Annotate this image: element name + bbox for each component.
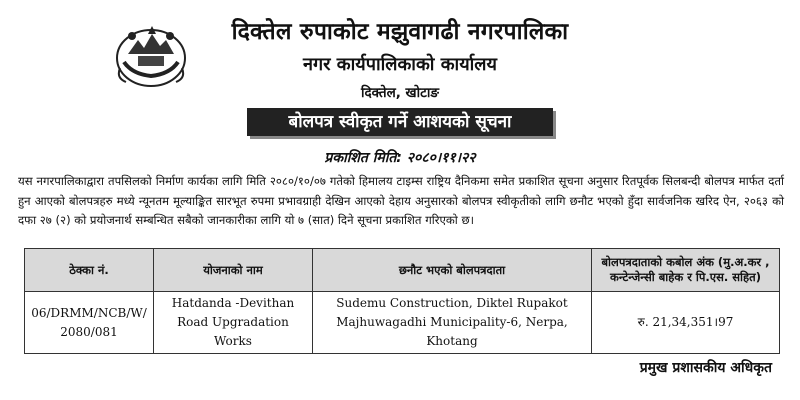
notice-body: यस नगरपालिकाद्वारा तपसिलको निर्माण कार्यका लागि मिति २०८०/१०/०७ गतेको हिमालय टाइम्स राष्ट्रिय दैनिकमा समेत प्रकाशित सूचना अनुसार रितपूर्वक सिलबन्दी बोलपत्र मार्फत दर्ता हुन आएको बोलपत्रहरु मध्ये न्यूनतम मूल्याङ्कित सारभूत रुपमा प्रभावग्राही देखिन आएको देहाय अनुसारको बोलपत्र स्वीकृतीको लागि छनौट भएको हुँदा सार्वजनिक खरिद ऐन, २०६३ को दफा २७ (२) को प्रयोजनार्थ सम्बन्धित सबैको जानकारीका लागि यो ७ (सात) दिने सूचना प्रकाशित गरिएको छ।	[18, 174, 784, 227]
header-bidder: छनौट भएको बोलपत्रदाता	[313, 249, 592, 292]
cell-contract-no: 06/DRMM/NCB/W/ 2080/081	[25, 292, 154, 354]
notice-title: बोलपत्र स्वीकृत गर्ने आशयको सूचना	[247, 108, 553, 136]
header-project-name: योजनाको नाम	[154, 249, 313, 292]
cell-amount: रु. 21,34,351।97	[592, 292, 780, 354]
municipality-name: दिक्तेल रुपाकोट मझुवागढी नगरपालिका	[231, 19, 569, 45]
table-row	[25, 292, 780, 354]
table-header-row	[25, 249, 780, 292]
header-contract-no: ठेक्का नं.	[25, 249, 154, 292]
office-name: नगर कार्यपालिकाको कार्यालय	[303, 54, 497, 75]
cell-project-name: Hatdanda -Devithan Road Upgradation Works	[154, 292, 313, 354]
header-amount: बोलपत्रदाताको कबोल अंक (मु.अ.कर , कन्टेन्जेन्सी बाहेक र पि.एस. सहित)	[592, 249, 780, 292]
published-date: प्रकाशित मिति: २०८०।११।२२	[324, 150, 476, 166]
bid-table	[24, 248, 780, 354]
signatory-title: प्रमुख प्रशासकीय अधिकृत	[639, 360, 772, 376]
office-location: दिक्तेल, खोटाङ	[360, 85, 440, 101]
cell-bidder: Sudemu Construction, Diktel Rupakot Majhuwagadhi Municipality-6, Nerpa, Khotang	[313, 292, 592, 354]
